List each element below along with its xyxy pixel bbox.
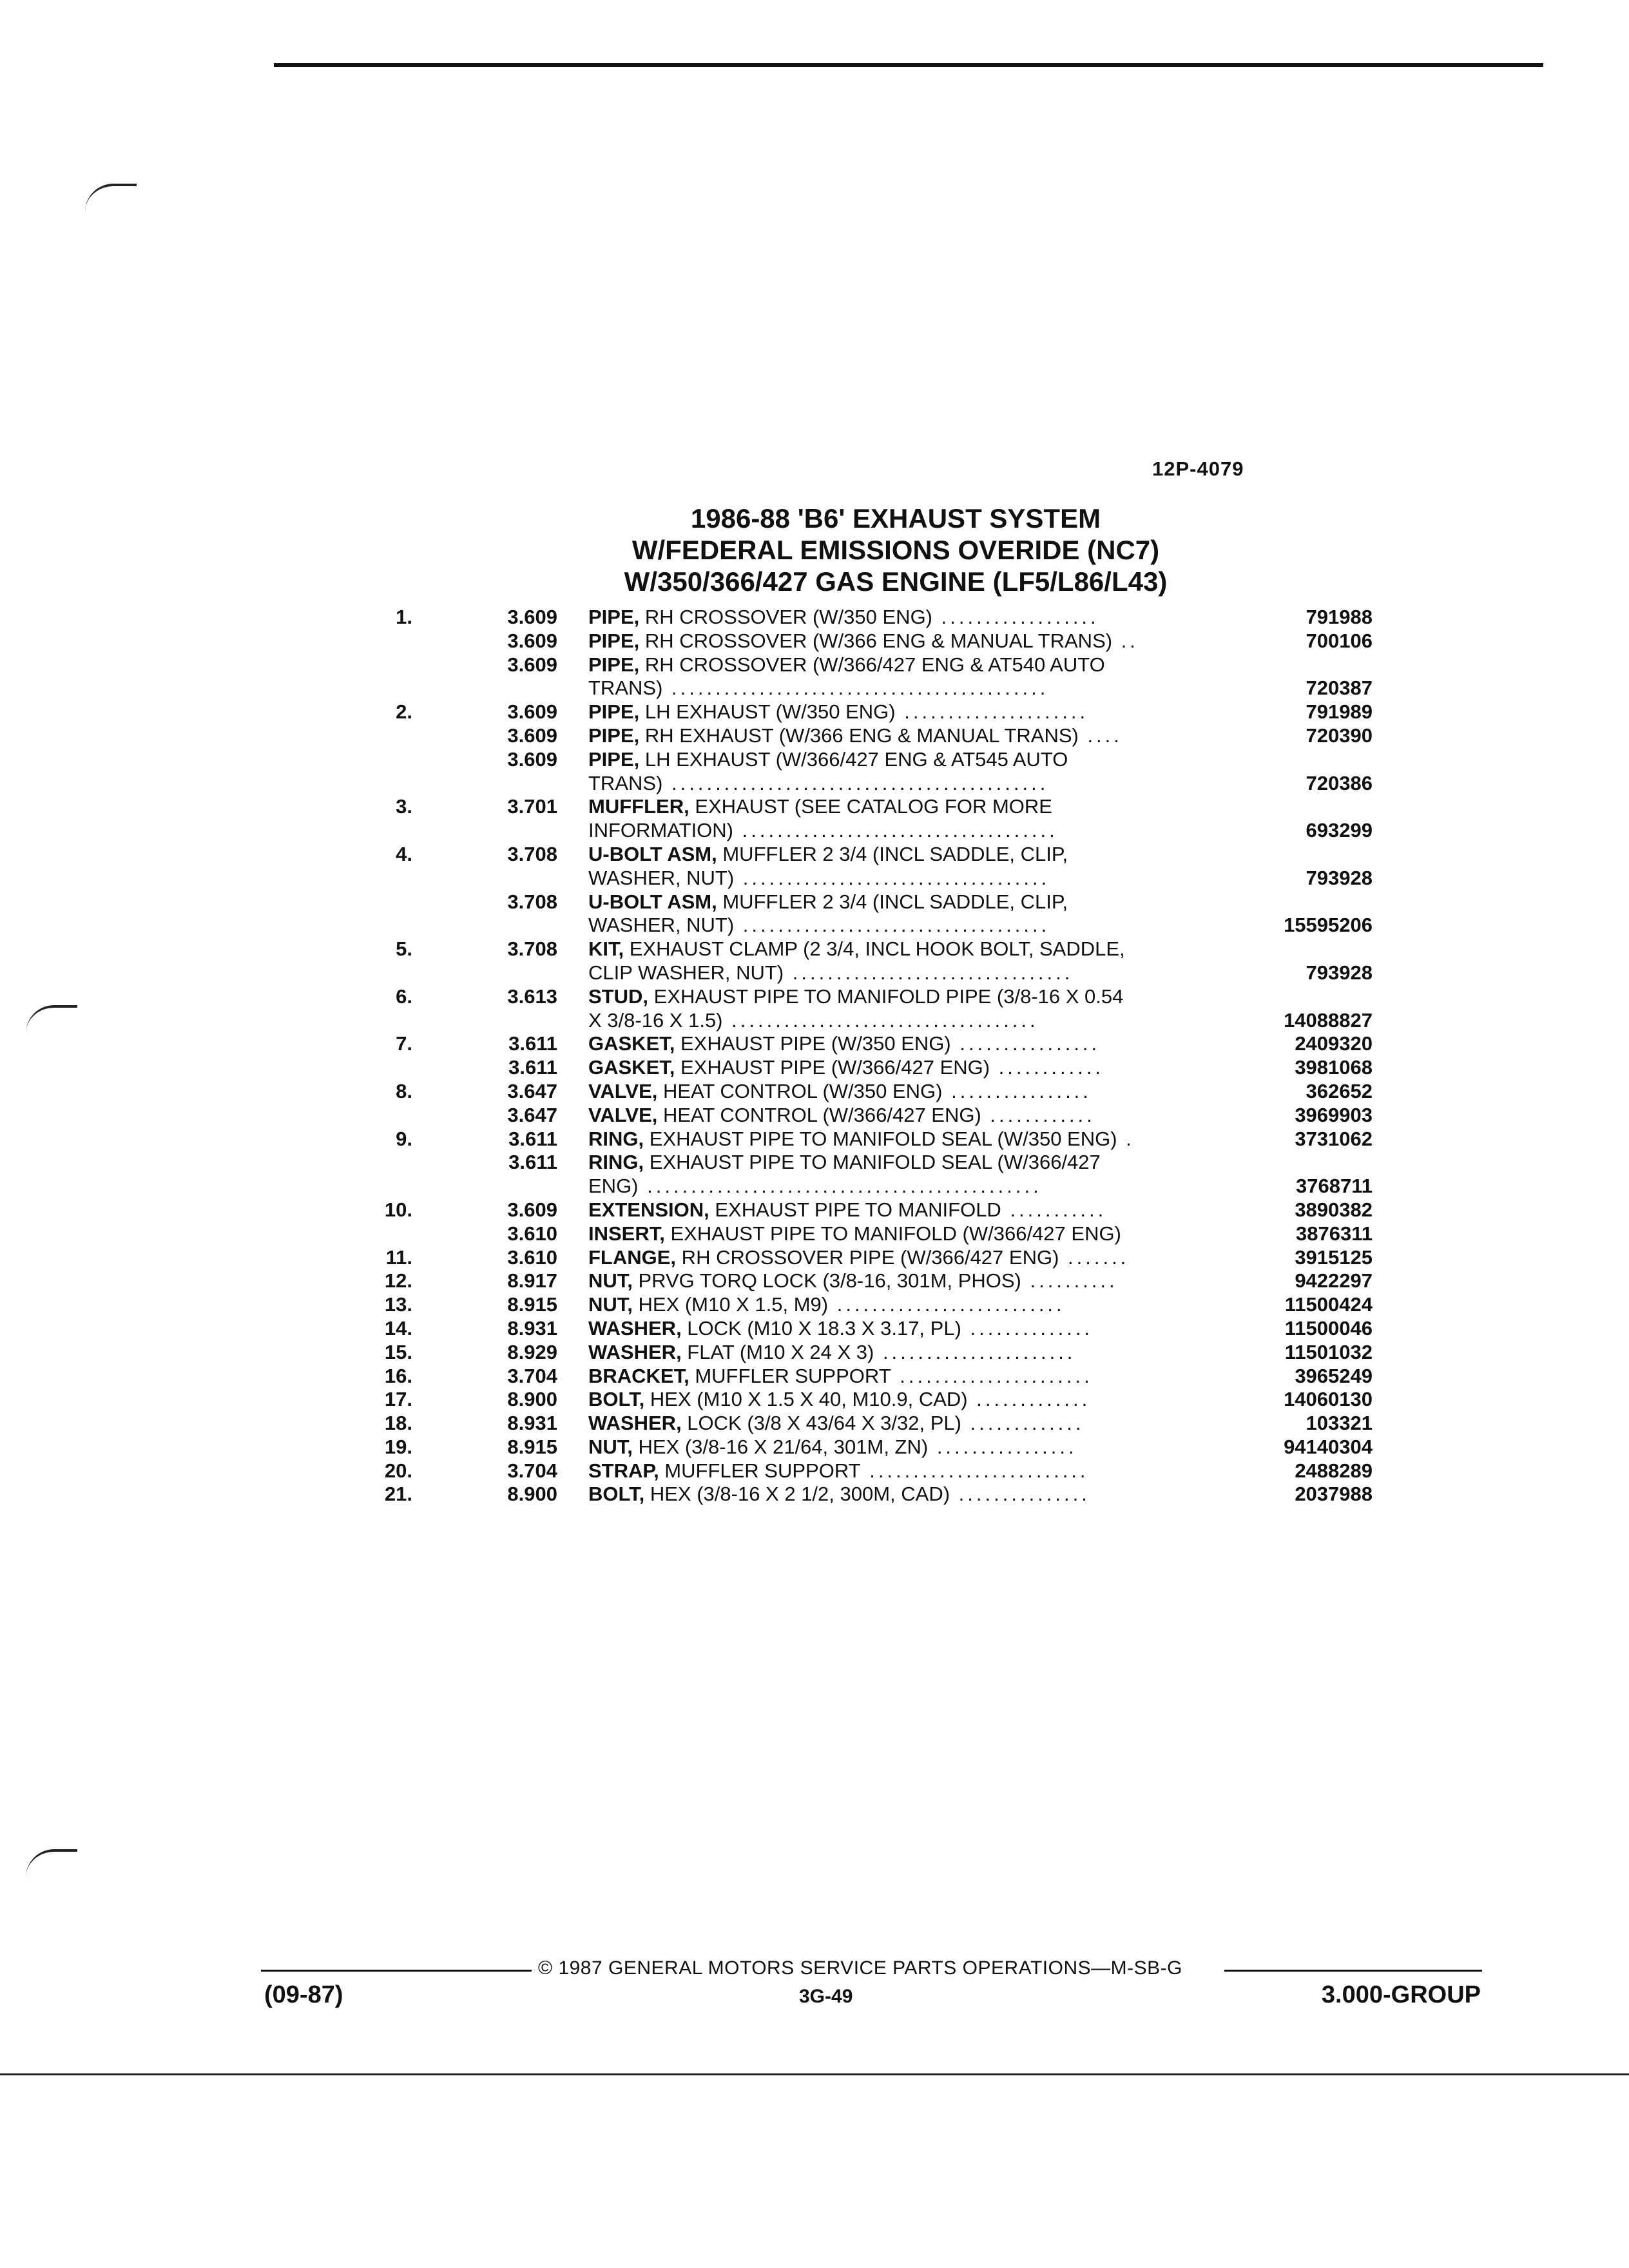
date-code: (09-87) [264, 1981, 343, 2008]
part-row [361, 1317, 1379, 1341]
part-detail: EXHAUST CLAMP (2 3/4, INCL HOOK BOLT, SADDLE, [624, 937, 1125, 961]
group-number: 3.609 [507, 606, 557, 628]
item-number: 14. [384, 1316, 412, 1340]
leader-dots: ..................... [895, 700, 1089, 724]
group-label: 3.000-GROUP [1321, 1981, 1481, 2008]
item-number: 15. [384, 1340, 412, 1363]
group-number: 3.611 [508, 1032, 557, 1055]
part-row [361, 890, 1379, 914]
part-number: 14060130 [1284, 1388, 1373, 1411]
part-description [588, 1080, 1233, 1104]
part-name: KIT, [588, 937, 624, 961]
part-name: FLANGE, [588, 1245, 677, 1269]
part-number: 2409320 [1295, 1032, 1373, 1055]
group-number: 8.900 [507, 1388, 557, 1411]
part-description [588, 677, 1233, 700]
part-name: RING, [588, 1127, 644, 1150]
part-detail: LH EXHAUST (W/350 ENG) [639, 700, 896, 724]
item-number: 21. [384, 1483, 412, 1506]
part-name: GASKET, [588, 1032, 675, 1055]
leader-dots: ............... [950, 1483, 1090, 1506]
item-number: 12. [384, 1269, 412, 1293]
leader-dots: ...................... [891, 1364, 1093, 1387]
part-row [361, 1341, 1379, 1365]
leader-dots: .. [1112, 629, 1139, 652]
part-description [588, 1341, 1233, 1365]
part-description [588, 1246, 1233, 1270]
part-description [588, 1388, 1233, 1412]
part-row [361, 1151, 1379, 1175]
part-row [361, 1080, 1379, 1104]
part-name: STRAP, [588, 1459, 659, 1482]
part-name: BOLT, [588, 1388, 645, 1411]
item-number: 11. [385, 1245, 412, 1269]
part-number: 3890382 [1295, 1198, 1373, 1221]
top-rule [274, 63, 1543, 67]
item-number: 10. [384, 1198, 412, 1221]
part-number: 3731062 [1295, 1127, 1373, 1150]
part-detail: MUFFLER SUPPORT [659, 1459, 861, 1482]
item-number: 7. [396, 1032, 412, 1055]
part-description [588, 1317, 1233, 1341]
leader-dots: ............................................. [638, 1175, 1042, 1198]
part-row [361, 772, 1379, 796]
part-description [588, 867, 1233, 890]
group-number: 3.611 [508, 1056, 557, 1079]
group-number: 3.704 [507, 1364, 557, 1387]
part-detail: RH CROSSOVER (W/366/427 ENG & AT540 AUTO [639, 653, 1105, 676]
part-detail: EXHAUST PIPE TO MANIFOLD SEAL (W/350 ENG) [644, 1127, 1117, 1150]
leader-dots: .... [1078, 724, 1123, 747]
item-number: 20. [384, 1459, 412, 1482]
part-row [361, 748, 1379, 772]
group-number: 8.915 [507, 1435, 557, 1458]
part-detail: EXHAUST PIPE TO MANIFOLD SEAL (W/366/427 [644, 1151, 1101, 1174]
part-description [588, 1365, 1233, 1389]
group-number: 3.609 [507, 747, 557, 771]
part-row [361, 653, 1379, 677]
scan-hole-mark [85, 184, 137, 212]
leader-dots: .......... [1021, 1269, 1118, 1293]
part-detail: MUFFLER 2 3/4 (INCL SADDLE, CLIP, [717, 842, 1068, 865]
group-number: 8.900 [507, 1483, 557, 1506]
part-number: 791989 [1306, 700, 1373, 724]
part-number: 3981068 [1295, 1056, 1373, 1079]
leader-dots: ........... [1001, 1198, 1107, 1221]
part-name: BRACKET, [588, 1364, 689, 1387]
part-detail: X 3/8-16 X 1.5) [588, 1008, 723, 1032]
leader-dots: ......................... [860, 1459, 1089, 1482]
part-detail: HEAT CONTROL (W/350 ENG) [657, 1079, 943, 1102]
group-number: 3.609 [507, 653, 557, 676]
part-number: 720390 [1306, 724, 1373, 747]
item-number: 6. [396, 985, 412, 1008]
item-number: 17. [384, 1388, 412, 1411]
leader-dots: .................. [932, 606, 1099, 628]
part-detail: ENG) [588, 1175, 639, 1198]
part-description [588, 1436, 1233, 1459]
part-number: 700106 [1306, 629, 1373, 652]
group-number: 3.647 [507, 1103, 557, 1126]
part-description [588, 795, 1233, 819]
leader-dots: ...................... [874, 1340, 1076, 1363]
part-number: 3876311 [1296, 1222, 1373, 1245]
group-number: 3.611 [508, 1127, 557, 1150]
part-number: 720387 [1306, 677, 1373, 700]
part-number: 2488289 [1295, 1459, 1373, 1482]
part-row [361, 606, 1379, 629]
group-number: 8.917 [507, 1269, 557, 1293]
page-number: 3G-49 [799, 1986, 853, 2007]
figure-number: 12P-4079 [1152, 457, 1244, 480]
part-detail: MUFFLER 2 3/4 (INCL SADDLE, CLIP, [717, 890, 1068, 913]
part-number: 15595206 [1284, 914, 1373, 937]
part-row [361, 1246, 1379, 1270]
part-description [588, 1483, 1233, 1506]
part-detail: HEAT CONTROL (W/366/427 ENG) [657, 1103, 981, 1126]
part-description [588, 724, 1233, 748]
part-number: 3768711 [1296, 1175, 1373, 1198]
leader-dots: ................................... [722, 1008, 1039, 1032]
footer-rule [261, 1970, 532, 1972]
part-description [588, 819, 1233, 843]
part-number: 94140304 [1284, 1435, 1373, 1458]
leader-dots: ................ [950, 1032, 1101, 1055]
item-number: 19. [384, 1435, 412, 1458]
part-name: GASKET, [588, 1056, 675, 1079]
leader-dots: ............ [990, 1056, 1104, 1079]
part-row [361, 1436, 1379, 1459]
part-number: 793928 [1306, 866, 1373, 889]
part-description [588, 700, 1233, 724]
part-row [361, 1483, 1379, 1506]
part-description [588, 629, 1233, 653]
part-number: 720386 [1306, 771, 1373, 794]
part-detail: LOCK (3/8 X 43/64 X 3/32, PL) [681, 1412, 961, 1435]
part-description [588, 606, 1233, 629]
copyright-notice: © 1987 GENERAL MOTORS SERVICE PARTS OPERATIONS—M-SB-G [538, 1957, 1182, 1979]
scan-hole-mark [26, 1005, 77, 1033]
part-description [588, 937, 1233, 961]
item-number: 9. [396, 1127, 412, 1150]
group-number: 8.931 [507, 1316, 557, 1340]
leader-dots: ................................ [784, 961, 1074, 984]
part-row [361, 700, 1379, 724]
item-number: 8. [396, 1079, 412, 1102]
part-name: MUFFLER, [588, 795, 689, 818]
leader-dots: ............. [967, 1388, 1091, 1411]
part-number: 14088827 [1284, 1008, 1373, 1032]
part-row [361, 819, 1379, 843]
part-name: PIPE, [588, 606, 640, 628]
part-row [361, 1365, 1379, 1389]
part-name: PIPE, [588, 653, 640, 676]
part-description [588, 890, 1233, 914]
part-detail: EXHAUST PIPE TO MANIFOLD [709, 1198, 1001, 1221]
part-name: EXTENSION, [588, 1198, 709, 1221]
leader-dots: .................................... [733, 819, 1058, 842]
leader-dots: ................................... [734, 914, 1050, 937]
part-name: WASHER, [588, 1316, 682, 1340]
part-detail: TRANS) [588, 677, 663, 700]
part-number: 793928 [1306, 961, 1373, 984]
part-row [361, 1269, 1379, 1293]
part-row [361, 843, 1379, 867]
part-detail: EXHAUST PIPE TO MANIFOLD (W/366/427 ENG) [664, 1222, 1121, 1245]
scan-hole-mark [26, 1849, 77, 1878]
part-description [588, 1009, 1233, 1033]
part-detail: EXHAUST PIPE (W/366/427 ENG) [675, 1056, 990, 1079]
page-title [516, 503, 1276, 597]
part-description [588, 653, 1233, 677]
part-description [588, 1293, 1233, 1317]
group-number: 3.609 [507, 1198, 557, 1221]
part-detail: HEX (M10 X 1.5 X 40, M10.9, CAD) [644, 1388, 968, 1411]
part-detail: FLAT (M10 X 24 X 3) [681, 1340, 874, 1363]
leader-dots: .............. [961, 1316, 1094, 1340]
part-description [588, 1032, 1233, 1056]
part-detail: RH EXHAUST (W/366 ENG & MANUAL TRANS) [639, 724, 1079, 747]
part-detail: RH CROSSOVER (W/350 ENG) [639, 606, 933, 628]
part-number: 2037988 [1295, 1483, 1373, 1506]
part-description [588, 1104, 1233, 1128]
item-number: 2. [396, 700, 412, 724]
group-number: 8.931 [507, 1412, 557, 1435]
part-name: U-BOLT ASM, [588, 842, 717, 865]
part-row [361, 629, 1379, 653]
part-description [588, 1269, 1233, 1293]
part-row [361, 914, 1379, 937]
part-detail: WASHER, NUT) [588, 914, 735, 937]
part-description [588, 985, 1233, 1009]
part-name: INSERT, [588, 1222, 665, 1245]
part-name: WASHER, [588, 1412, 682, 1435]
part-detail: INFORMATION) [588, 819, 734, 842]
leader-dots: .......................... [828, 1293, 1065, 1316]
part-row [361, 961, 1379, 985]
group-number: 3.610 [507, 1222, 557, 1245]
part-row [361, 1175, 1379, 1198]
part-description [588, 1222, 1233, 1246]
parts-list [361, 606, 1379, 1506]
group-number: 3.704 [507, 1459, 557, 1482]
part-number: 362652 [1306, 1079, 1373, 1102]
part-detail: EXHAUST PIPE (W/350 ENG) [675, 1032, 951, 1055]
part-row [361, 724, 1379, 748]
part-detail: EXHAUST PIPE TO MANIFOLD PIPE (3/8-16 X 0.54 [648, 985, 1124, 1008]
part-row [361, 1388, 1379, 1412]
part-detail: WASHER, NUT) [588, 866, 735, 889]
part-name: VALVE, [588, 1079, 658, 1102]
item-number: 18. [384, 1412, 412, 1435]
part-description [588, 772, 1233, 796]
part-number: 3969903 [1295, 1103, 1373, 1126]
leader-dots: ................ [928, 1435, 1077, 1458]
part-description [588, 748, 1233, 772]
part-number: 11500424 [1284, 1293, 1373, 1316]
part-row [361, 1459, 1379, 1483]
part-detail: TRANS) [588, 771, 663, 794]
group-number: 3.708 [507, 890, 557, 913]
part-number: 3965249 [1295, 1364, 1373, 1387]
part-number: 693299 [1306, 819, 1373, 842]
part-name: NUT, [588, 1269, 633, 1293]
part-description [588, 1175, 1233, 1198]
title-line: W/FEDERAL EMISSIONS OVERIDE (NC7) [631, 535, 1160, 565]
part-name: STUD, [588, 985, 648, 1008]
part-row [361, 795, 1379, 819]
part-name: VALVE, [588, 1103, 658, 1126]
part-description [588, 1056, 1233, 1080]
part-detail: PRVG TORQ LOCK (3/8-16, 301M, PHOS) [632, 1269, 1021, 1293]
part-row [361, 1104, 1379, 1128]
part-number: 11500046 [1284, 1316, 1373, 1340]
part-detail: RH CROSSOVER (W/366 ENG & MANUAL TRANS) [639, 629, 1113, 652]
group-number: 3.708 [507, 842, 557, 865]
leader-dots: ................................... [734, 866, 1050, 889]
part-name: BOLT, [588, 1483, 645, 1506]
part-description [588, 1459, 1233, 1483]
part-name: NUT, [588, 1293, 633, 1316]
group-number: 3.701 [507, 795, 557, 818]
part-detail: RH CROSSOVER PIPE (W/366/427 ENG) [676, 1245, 1059, 1269]
part-row [361, 1412, 1379, 1436]
part-name: PIPE, [588, 724, 640, 747]
leader-dots: ....... [1059, 1245, 1130, 1269]
group-number: 3.611 [508, 1151, 557, 1174]
leader-dots: . [1117, 1127, 1135, 1150]
part-row [361, 1222, 1379, 1246]
item-number: 16. [384, 1364, 412, 1387]
item-number: 4. [396, 842, 412, 865]
part-description [588, 1198, 1233, 1222]
part-row [361, 1009, 1379, 1033]
leader-dots: ............. [961, 1412, 1084, 1435]
part-row [361, 937, 1379, 961]
part-description [588, 1151, 1233, 1175]
part-number: 11501032 [1284, 1340, 1373, 1363]
leader-dots: ........................................... [662, 677, 1049, 700]
part-description [588, 1128, 1233, 1151]
part-number: 9422297 [1295, 1269, 1373, 1293]
part-description [588, 1412, 1233, 1436]
part-row [361, 1293, 1379, 1317]
group-number: 8.915 [507, 1293, 557, 1316]
item-number: 5. [396, 937, 412, 961]
part-name: WASHER, [588, 1340, 682, 1363]
part-detail: LOCK (M10 X 18.3 X 3.17, PL) [681, 1316, 961, 1340]
group-number: 3.613 [507, 985, 557, 1008]
part-description [588, 961, 1233, 985]
leader-dots: ................ [942, 1079, 1092, 1102]
group-number: 3.708 [507, 937, 557, 961]
part-name: PIPE, [588, 747, 640, 771]
group-number: 3.609 [507, 700, 557, 724]
part-description [588, 914, 1233, 937]
part-row [361, 677, 1379, 700]
group-number: 3.647 [507, 1079, 557, 1102]
title-line: W/350/366/427 GAS ENGINE (LF5/L86/L43) [624, 566, 1168, 597]
part-detail: HEX (3/8-16 X 2 1/2, 300M, CAD) [644, 1483, 950, 1506]
leader-dots: ............ [981, 1103, 1095, 1126]
part-row [361, 1056, 1379, 1080]
part-row [361, 1198, 1379, 1222]
part-name: RING, [588, 1151, 644, 1174]
part-row [361, 985, 1379, 1009]
part-name: NUT, [588, 1435, 633, 1458]
part-detail: LH EXHAUST (W/366/427 ENG & AT545 AUTO [639, 747, 1068, 771]
part-description [588, 843, 1233, 867]
leader-dots: ........................................... [662, 771, 1049, 794]
part-name: U-BOLT ASM, [588, 890, 717, 913]
bottom-rule [0, 2073, 1629, 2075]
item-number: 1. [396, 606, 412, 628]
part-name: PIPE, [588, 629, 640, 652]
part-detail: HEX (M10 X 1.5, M9) [632, 1293, 829, 1316]
title-line: 1986-88 'B6' EXHAUST SYSTEM [690, 503, 1101, 533]
part-detail: EXHAUST (SEE CATALOG FOR MORE [689, 795, 1052, 818]
part-row [361, 867, 1379, 890]
part-number: 103321 [1306, 1412, 1373, 1435]
part-detail: MUFFLER SUPPORT [689, 1364, 891, 1387]
part-number: 3915125 [1295, 1245, 1373, 1269]
part-row [361, 1128, 1379, 1151]
item-number: 3. [396, 795, 412, 818]
part-row [361, 1032, 1379, 1056]
group-number: 3.609 [507, 629, 557, 652]
group-number: 3.609 [507, 724, 557, 747]
part-name: PIPE, [588, 700, 640, 724]
group-number: 3.610 [507, 1245, 557, 1269]
item-number: 13. [384, 1293, 412, 1316]
part-number: 791988 [1306, 606, 1373, 628]
footer-rule [1224, 1970, 1482, 1972]
part-detail: HEX (3/8-16 X 21/64, 301M, ZN) [632, 1435, 929, 1458]
part-detail: CLIP WASHER, NUT) [588, 961, 784, 984]
group-number: 8.929 [507, 1340, 557, 1363]
